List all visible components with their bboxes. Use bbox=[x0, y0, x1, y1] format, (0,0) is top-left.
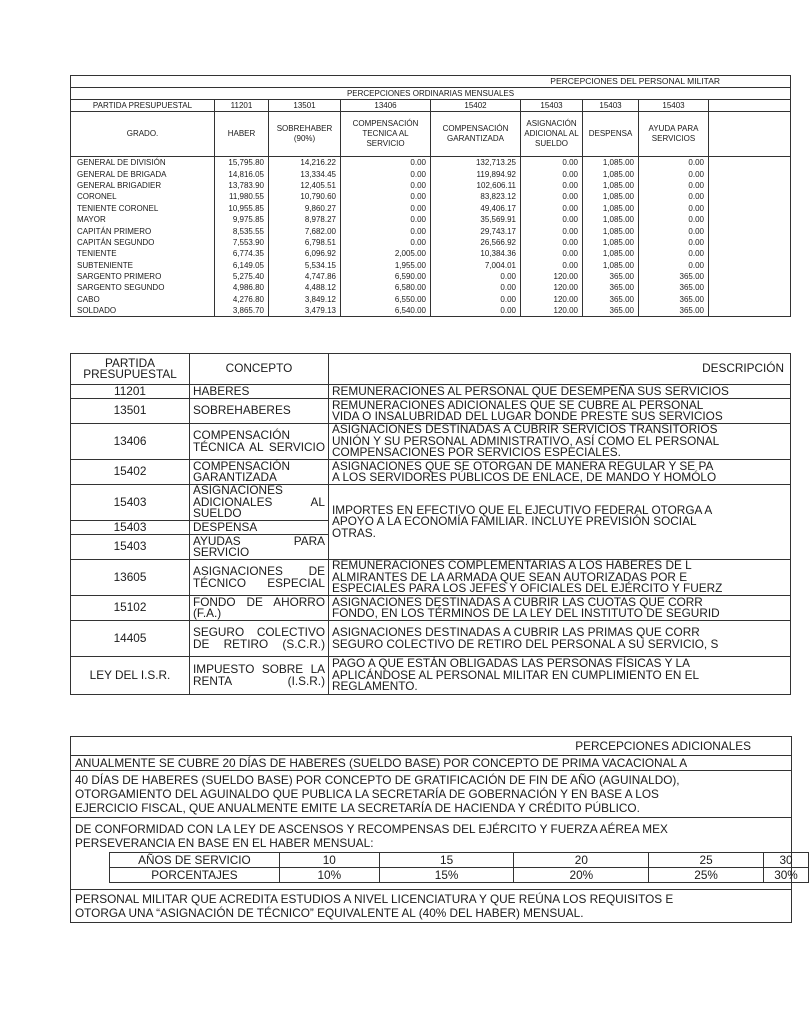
value-cell: 49,406.17 bbox=[431, 203, 521, 214]
value-cell: 1,085.00 bbox=[583, 214, 639, 225]
table-row bbox=[71, 282, 791, 293]
descripcion-cell bbox=[329, 485, 791, 560]
aguinaldo-line: 40 DÍAS DE HABERES (SUELDO BASE) POR CONCEPTO DE GRATIFICACIÓN DE FIN DE AÑO (AGUINALDO), bbox=[75, 773, 680, 787]
partida-code: 15403 bbox=[583, 100, 639, 112]
table-title: PERCEPCIONES DEL PERSONAL MILITAR bbox=[71, 76, 791, 88]
table-row bbox=[71, 214, 791, 225]
value-cell: 1,085.00 bbox=[583, 225, 639, 236]
descripcion-line: UNIÓN Y SU PERSONAL ADMINISTRATIVO, ASÍ COMO EL PERSONAL bbox=[332, 433, 720, 448]
grado-cell: SUBTENIENTE bbox=[71, 260, 215, 271]
value-cell: 1,085.00 bbox=[583, 157, 639, 169]
table-row bbox=[71, 180, 791, 191]
concepto-cell: COMPENSACIÓN TÉCNICA AL SERVICIO bbox=[190, 424, 329, 460]
table-row bbox=[71, 271, 791, 282]
value-cell: 10,955.85 bbox=[215, 203, 269, 214]
descripcion-line: REGLAMENTO. bbox=[332, 679, 418, 694]
value-cell: 132,713.25 bbox=[431, 157, 521, 169]
grado-cell: TENIENTE CORONEL bbox=[71, 203, 215, 214]
table-row bbox=[71, 294, 791, 305]
descripcion-line: COMPENSACIONES POR SERVICIOS ESPECIALES. bbox=[332, 445, 621, 460]
extra-cell bbox=[709, 225, 791, 236]
years-cell: 20 bbox=[514, 853, 649, 868]
concepts-header-row bbox=[71, 354, 791, 385]
descripcion-line: ESPECIALES PARA LOS JEFES Y OFICIALES DEL EJÉRCITO Y FUERZ bbox=[332, 581, 723, 596]
value-cell: 1,085.00 bbox=[583, 260, 639, 271]
tecnico-section bbox=[71, 890, 791, 922]
partida-code: 15403 bbox=[639, 100, 709, 112]
table-body bbox=[71, 157, 791, 317]
value-cell: 0.00 bbox=[521, 225, 583, 236]
grado-cell: GENERAL BRIGADIER bbox=[71, 180, 215, 191]
value-cell: 0.00 bbox=[431, 271, 521, 282]
descripcion-cell bbox=[329, 560, 791, 596]
partida-cell: 13605 bbox=[71, 560, 190, 596]
concept-row bbox=[71, 460, 791, 485]
value-cell: 9,860.27 bbox=[269, 203, 341, 214]
value-cell: 9,975.85 bbox=[215, 214, 269, 225]
table-subtitle: PERCEPCIONES ORDINARIAS MENSUALES bbox=[71, 88, 791, 100]
value-cell: 0.00 bbox=[521, 157, 583, 169]
partida-row bbox=[71, 100, 791, 112]
grado-cell: CABO bbox=[71, 294, 215, 305]
years-cell: 30 bbox=[764, 853, 809, 868]
partida-header: PARTIDA PRESUPUESTAL bbox=[71, 354, 190, 385]
value-cell: 0.00 bbox=[639, 225, 709, 236]
partida-cell: 13406 bbox=[71, 424, 190, 460]
partida-cell: 11201 bbox=[71, 385, 190, 399]
value-cell: 5,534.15 bbox=[269, 260, 341, 271]
partida-cell: 15403 bbox=[71, 485, 190, 521]
perseverancia-line: PERSEVERANCIA EN BASE EN EL HABER MENSUAL: bbox=[75, 836, 374, 850]
concept-row bbox=[71, 485, 791, 521]
concepto-cell: SEGURO COLECTIVO DE RETIRO (S.C.R.) bbox=[190, 621, 329, 657]
partida-code: 15403 bbox=[521, 100, 583, 112]
descripcion-line: APOYO A LA ECONOMÍA FAMILIAR. INCLUYE PREVISIÓN SOCIAL bbox=[332, 514, 697, 529]
table-row bbox=[71, 305, 791, 317]
grado-cell: CAPITÁN SEGUNDO bbox=[71, 237, 215, 248]
value-cell: 29,743.17 bbox=[431, 225, 521, 236]
descripcion-line: PAGO A QUE ESTÁN OBLIGADAS LAS PERSONAS FÍSICAS Y LA bbox=[332, 656, 690, 671]
aguinaldo-text bbox=[71, 771, 791, 818]
concepto-cell: FONDO DE AHORRO (F.A.) bbox=[190, 596, 329, 621]
concepto-cell: HABERES bbox=[190, 385, 329, 399]
value-cell: 0.00 bbox=[431, 282, 521, 293]
descripcion-line: FONDO, EN LOS TÉRMINOS DE LA LEY DEL INSTITUTO DE SEGURID bbox=[332, 606, 720, 620]
value-cell: 0.00 bbox=[639, 191, 709, 202]
value-cell: 0.00 bbox=[639, 157, 709, 169]
value-cell: 1,085.00 bbox=[583, 180, 639, 191]
extra-cell bbox=[709, 282, 791, 293]
value-cell: 0.00 bbox=[341, 225, 431, 236]
descripcion-line: REMUNERACIONES AL PERSONAL QUE DESEMPEÑA SUS SERVICIOS bbox=[332, 383, 729, 398]
descripcion-header: DESCRIPCIÓN bbox=[329, 354, 791, 385]
value-cell: 1,085.00 bbox=[583, 168, 639, 179]
value-cell: 8,978.27 bbox=[269, 214, 341, 225]
table-row bbox=[71, 203, 791, 214]
extra-cell bbox=[709, 191, 791, 202]
value-cell: 3,849.12 bbox=[269, 294, 341, 305]
concepto-cell: DESPENSA bbox=[190, 521, 329, 535]
partida-cell: 13501 bbox=[71, 399, 190, 424]
value-cell: 120.00 bbox=[521, 271, 583, 282]
grado-cell: GENERAL DE BRIGADA bbox=[71, 168, 215, 179]
value-cell: 1,085.00 bbox=[583, 248, 639, 259]
prima-vacacional-text: ANUALMENTE SE CUBRE 20 DÍAS DE HABERES (SUELDO BASE) POR CONCEPTO DE PRIMA VACACIONAL A bbox=[71, 756, 791, 771]
concepto-cell: IMPUESTO SOBRE LA RENTA (I.S.R.) bbox=[190, 657, 329, 695]
value-cell: 0.00 bbox=[639, 214, 709, 225]
partida-cell: 14405 bbox=[71, 621, 190, 657]
value-cell: 8,535.55 bbox=[215, 225, 269, 236]
partida-cell: 15402 bbox=[71, 460, 190, 485]
value-cell: 4,747.86 bbox=[269, 271, 341, 282]
descripcion-line: ASIGNACIONES QUE SE OTORGAN DE MANERA REGULAR Y SE PA bbox=[332, 458, 714, 473]
value-cell: 83,823.12 bbox=[431, 191, 521, 202]
partida-cell: LEY DEL I.S.R. bbox=[71, 657, 190, 695]
descripcion-cell bbox=[329, 657, 791, 695]
value-cell: 0.00 bbox=[521, 237, 583, 248]
column-label: COMPENSACIÓN GARANTIZADA bbox=[431, 112, 521, 157]
value-cell: 0.00 bbox=[341, 157, 431, 169]
value-cell: 0.00 bbox=[521, 203, 583, 214]
descripcion-line: ASIGNACIONES DESTINADAS A CUBRIR SERVICIOS TRANSITORIOS bbox=[332, 422, 718, 437]
percepciones-table bbox=[70, 75, 791, 317]
value-cell: 3,865.70 bbox=[215, 305, 269, 317]
concept-row bbox=[71, 399, 791, 424]
value-cell: 365.00 bbox=[639, 271, 709, 282]
value-cell: 1,085.00 bbox=[583, 237, 639, 248]
value-cell: 4,276.80 bbox=[215, 294, 269, 305]
value-cell: 11,980.55 bbox=[215, 191, 269, 202]
value-cell: 365.00 bbox=[583, 294, 639, 305]
descripcion-line: ASIGNACIONES DESTINADAS A CUBRIR LAS CUOTAS QUE CORR bbox=[332, 594, 703, 609]
value-cell: 0.00 bbox=[431, 305, 521, 317]
value-cell: 0.00 bbox=[639, 168, 709, 179]
value-cell: 0.00 bbox=[639, 237, 709, 248]
value-cell: 0.00 bbox=[521, 180, 583, 191]
grado-cell: SARGENTO SEGUNDO bbox=[71, 282, 215, 293]
value-cell: 0.00 bbox=[639, 180, 709, 191]
value-cell: 0.00 bbox=[341, 180, 431, 191]
table-row bbox=[71, 168, 791, 179]
value-cell: 0.00 bbox=[639, 203, 709, 214]
tecnico-line: OTORGA UNA “ASIGNACIÓN DE TÉCNICO” EQUIVALENTE AL (40% DEL HABER) MENSUAL. bbox=[75, 906, 584, 920]
table-row bbox=[71, 157, 791, 169]
concept-row bbox=[71, 385, 791, 399]
value-cell: 13,334.45 bbox=[269, 168, 341, 179]
value-cell: 1,955.00 bbox=[341, 260, 431, 271]
value-cell: 12,405.51 bbox=[269, 180, 341, 191]
column-label: HABER bbox=[215, 112, 269, 157]
value-cell: 35,569.91 bbox=[431, 214, 521, 225]
years-cell: 25 bbox=[649, 853, 764, 868]
value-cell: 6,798.51 bbox=[269, 237, 341, 248]
value-cell: 13,783.90 bbox=[215, 180, 269, 191]
grado-cell: TENIENTE bbox=[71, 248, 215, 259]
grado-cell: CORONEL bbox=[71, 191, 215, 202]
descripcion-cell bbox=[329, 399, 791, 424]
tecnico-line: PERSONAL MILITAR QUE ACREDITA ESTUDIOS A NIVEL LICENCIATURA Y QUE REÚNA LOS REQUISITOS E bbox=[75, 892, 674, 906]
extra-cell bbox=[709, 260, 791, 271]
value-cell: 6,550.00 bbox=[341, 294, 431, 305]
value-cell: 7,004.01 bbox=[431, 260, 521, 271]
value-cell: 365.00 bbox=[583, 282, 639, 293]
percent-cell: 20% bbox=[514, 868, 649, 883]
value-cell: 26,566.92 bbox=[431, 237, 521, 248]
value-cell: 0.00 bbox=[521, 248, 583, 259]
grado-cell: MAYOR bbox=[71, 214, 215, 225]
extra-cell bbox=[709, 203, 791, 214]
descripcion-cell bbox=[329, 460, 791, 485]
column-label: SOBREHABER (90%) bbox=[269, 112, 341, 157]
concepto-cell: COMPENSACIÓN GARANTIZADA bbox=[190, 460, 329, 485]
partida-code: 13501 bbox=[269, 100, 341, 112]
concepto-cell: SOBREHABERES bbox=[190, 399, 329, 424]
value-cell: 0.00 bbox=[341, 203, 431, 214]
concept-row bbox=[71, 424, 791, 460]
value-cell: 365.00 bbox=[583, 305, 639, 317]
value-cell: 6,590.00 bbox=[341, 271, 431, 282]
partida-cell: 15403 bbox=[71, 535, 190, 560]
years-label: AÑOS DE SERVICIO bbox=[110, 853, 280, 868]
extra-cell bbox=[709, 305, 791, 317]
extra-cell bbox=[709, 248, 791, 259]
extra-cell bbox=[709, 294, 791, 305]
column-label: AYUDA PARA SERVICIOS bbox=[639, 112, 709, 157]
concepto-header: CONCEPTO bbox=[190, 354, 329, 385]
descripcion-line: VIDA O INSALUBRIDAD DEL LUGAR DONDE PRESTE SUS SERVICIOS bbox=[332, 409, 723, 423]
descripcion-line: ASIGNACIONES DESTINADAS A CUBRIR LAS PRIMAS QUE CORR bbox=[332, 625, 700, 639]
descripcion-cell bbox=[329, 424, 791, 460]
table-row bbox=[71, 248, 791, 259]
partida-code: 13406 bbox=[341, 100, 431, 112]
value-cell: 6,096.92 bbox=[269, 248, 341, 259]
extra-cell bbox=[709, 214, 791, 225]
concept-row bbox=[71, 657, 791, 695]
table-row bbox=[71, 225, 791, 236]
value-cell: 0.00 bbox=[639, 248, 709, 259]
adicionales-title: PERCEPCIONES ADICIONALES bbox=[71, 737, 791, 756]
years-row bbox=[110, 853, 809, 868]
table-row bbox=[71, 237, 791, 248]
value-cell: 0.00 bbox=[521, 168, 583, 179]
value-cell: 4,986.80 bbox=[215, 282, 269, 293]
column-label: COMPENSACIÓN TECNICA AL SERVICIO bbox=[341, 112, 431, 157]
percent-cell: 10% bbox=[279, 868, 379, 883]
percent-cell: 25% bbox=[649, 868, 764, 883]
value-cell: 119,894.92 bbox=[431, 168, 521, 179]
value-cell: 6,774.35 bbox=[215, 248, 269, 259]
descripcion-line: ALMIRANTES DE LA ARMADA QUE SEAN AUTORIZADAS POR E bbox=[332, 569, 688, 584]
grado-cell: CAPITÁN PRIMERO bbox=[71, 225, 215, 236]
years-cell: 10 bbox=[279, 853, 379, 868]
value-cell: 0.00 bbox=[341, 237, 431, 248]
extra-cell bbox=[709, 157, 791, 169]
perseverancia-section bbox=[71, 818, 798, 890]
value-cell: 14,816.05 bbox=[215, 168, 269, 179]
concepto-cell: AYUDAS PARA SERVICIO bbox=[190, 535, 329, 560]
value-cell: 0.00 bbox=[521, 214, 583, 225]
value-cell: 1,085.00 bbox=[583, 203, 639, 214]
descripcion-cell bbox=[329, 596, 791, 621]
value-cell: 10,384.36 bbox=[431, 248, 521, 259]
descripcion-cell bbox=[329, 385, 791, 399]
value-cell: 7,553.90 bbox=[215, 237, 269, 248]
value-cell: 6,540.00 bbox=[341, 305, 431, 317]
value-cell: 0.00 bbox=[341, 168, 431, 179]
value-cell: 14,216.22 bbox=[269, 157, 341, 169]
percent-label: PORCENTAJES bbox=[110, 868, 280, 883]
descripcion-line: APLICÁNDOSE AL PERSONAL MILITAR EN CUMPLIMIENTO EN EL bbox=[332, 667, 700, 682]
percent-cell: 30% bbox=[764, 868, 809, 883]
partida-label: PARTIDA PRESUPUESTAL bbox=[71, 100, 215, 112]
column-label-extra bbox=[709, 112, 791, 157]
value-cell: 0.00 bbox=[341, 191, 431, 202]
value-cell: 365.00 bbox=[583, 271, 639, 282]
years-table bbox=[109, 852, 809, 883]
partida-cell: 15102 bbox=[71, 596, 190, 621]
perseverancia-line: DE CONFORMIDAD CON LA LEY DE ASCENSOS Y RECOMPENSAS DEL EJÉRCITO Y FUERZA AÉREA MEX bbox=[75, 822, 668, 836]
percent-cell: 15% bbox=[379, 868, 514, 883]
concept-row bbox=[71, 621, 791, 657]
value-cell: 120.00 bbox=[521, 282, 583, 293]
table-row bbox=[71, 260, 791, 271]
column-label: DESPENSA bbox=[583, 112, 639, 157]
value-cell: 15,795.80 bbox=[215, 157, 269, 169]
extra-cell bbox=[709, 168, 791, 179]
value-cell: 0.00 bbox=[431, 294, 521, 305]
value-cell: 365.00 bbox=[639, 282, 709, 293]
grado-label: GRADO. bbox=[71, 112, 215, 157]
value-cell: 0.00 bbox=[639, 260, 709, 271]
value-cell: 365.00 bbox=[639, 294, 709, 305]
years-cell: 15 bbox=[379, 853, 514, 868]
partida-cell: 15403 bbox=[71, 521, 190, 535]
descripcion-line: REMUNERACIONES ADICIONALES QUE SE CUBRE AL PERSONAL bbox=[332, 397, 704, 412]
descripcion-line: REMUNERACIONES COMPLEMENTARIAS A LOS HABERES DE L bbox=[332, 558, 692, 573]
value-cell: 120.00 bbox=[521, 294, 583, 305]
grado-cell: GENERAL DE DIVISIÓN bbox=[71, 157, 215, 169]
grado-cell: SOLDADO bbox=[71, 305, 215, 317]
value-cell: 4,488.12 bbox=[269, 282, 341, 293]
descripcion-line: SEGURO COLECTIVO DE RETIRO DEL PERSONAL A SU SERVICIO, S bbox=[332, 636, 719, 651]
concepts-table bbox=[70, 353, 791, 695]
value-cell: 1,085.00 bbox=[583, 191, 639, 202]
partida-code: 15402 bbox=[431, 100, 521, 112]
value-cell: 6,149.05 bbox=[215, 260, 269, 271]
concept-row bbox=[71, 596, 791, 621]
value-cell: 2,005.00 bbox=[341, 248, 431, 259]
partida-code-extra bbox=[709, 100, 791, 112]
value-cell: 7,682.00 bbox=[269, 225, 341, 236]
percent-row bbox=[110, 868, 809, 883]
extra-cell bbox=[709, 237, 791, 248]
grado-cell: SARGENTO PRIMERO bbox=[71, 271, 215, 282]
value-cell: 5,275.40 bbox=[215, 271, 269, 282]
concepto-cell: ASIGNACIONES DE TÉCNICO ESPECIAL bbox=[190, 560, 329, 596]
column-header-row bbox=[71, 112, 791, 157]
extra-cell bbox=[709, 271, 791, 282]
value-cell: 120.00 bbox=[521, 305, 583, 317]
value-cell: 0.00 bbox=[521, 191, 583, 202]
value-cell: 10,790.60 bbox=[269, 191, 341, 202]
aguinaldo-line: EJERCICIO FISCAL, QUE ANUALMENTE EMITE LA SECRETARÍA DE HACIENDA Y CRÉDITO PÚBLICO. bbox=[75, 801, 640, 815]
value-cell: 102,606.11 bbox=[431, 180, 521, 191]
percepciones-adicionales-box bbox=[70, 736, 798, 923]
value-cell: 0.00 bbox=[341, 214, 431, 225]
aguinaldo-line: OTORGAMIENTO DEL AGUINALDO QUE PUBLICA LA SECRETARÍA DE GOBERNACIÓN Y EN BASE A LOS bbox=[75, 787, 659, 801]
table-row bbox=[71, 191, 791, 202]
descripcion-cell bbox=[329, 621, 791, 657]
value-cell: 3,479.13 bbox=[269, 305, 341, 317]
concept-row bbox=[71, 560, 791, 596]
concepto-cell: ASIGNACIONES ADICIONALES AL SUELDO bbox=[190, 485, 329, 521]
column-label: ASIGNACIÓN ADICIONAL AL SUELDO bbox=[521, 112, 583, 157]
value-cell: 365.00 bbox=[639, 305, 709, 317]
value-cell: 0.00 bbox=[521, 260, 583, 271]
partida-code: 11201 bbox=[215, 100, 269, 112]
descripcion-line: IMPORTES EN EFECTIVO QUE EL EJECUTIVO FEDERAL OTORGA A bbox=[332, 502, 713, 517]
value-cell: 6,580.00 bbox=[341, 282, 431, 293]
descripcion-line: OTRAS. bbox=[332, 525, 376, 540]
descripcion-line: A LOS SERVIDORES PÚBLICOS DE ENLACE, DE MANDO Y HOMÓLO bbox=[332, 470, 717, 484]
extra-cell bbox=[709, 180, 791, 191]
